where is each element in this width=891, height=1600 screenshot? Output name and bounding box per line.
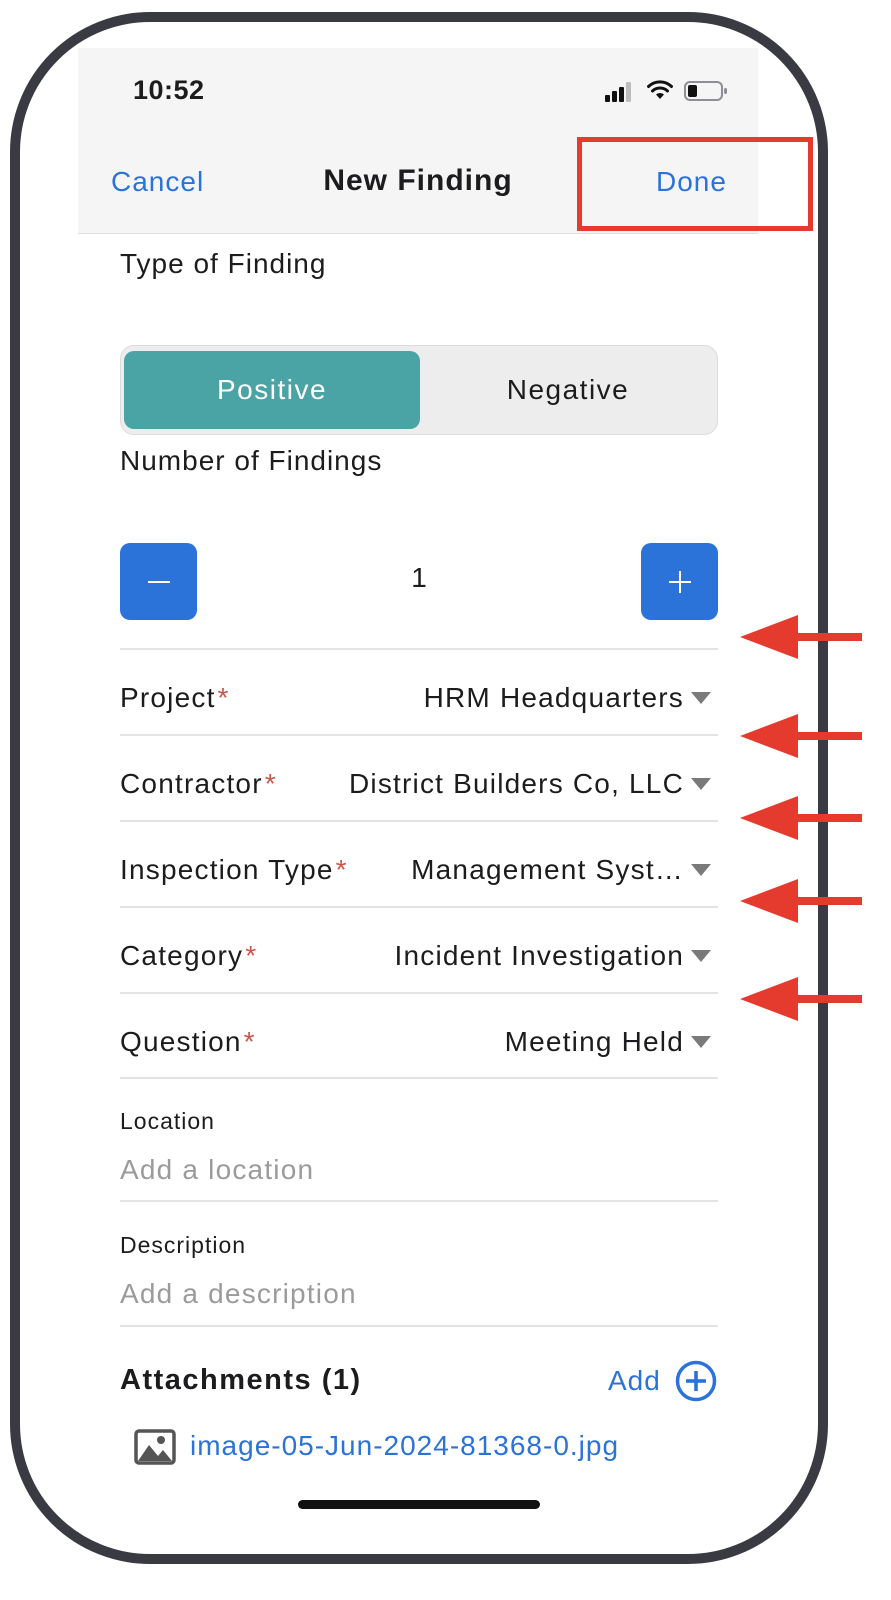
inspection-type-dropdown[interactable] [120,828,718,912]
divider [120,734,718,736]
question-value: Meeting Held [504,1026,684,1057]
arrow-left-icon [740,615,862,659]
description-input[interactable] [120,1272,718,1316]
signal-icon [605,82,633,102]
description-label: Description [120,1232,247,1258]
caret-down-icon [690,691,712,705]
project-dropdown[interactable] [120,656,718,740]
segment-negative[interactable]: Negative [506,374,630,405]
increment-button[interactable] [641,543,718,620]
decrement-button[interactable] [120,543,197,620]
caret-down-icon [690,949,712,963]
wifi-icon [647,80,673,100]
findings-count: 1 [411,562,427,593]
divider [120,906,718,908]
category-label: Category* [120,940,258,971]
done-button[interactable]: Done [656,166,727,197]
contractor-label: Contractor* [120,768,277,799]
caret-down-icon [690,863,712,877]
plus-icon [669,571,691,593]
divider [120,1077,718,1079]
arrow-left-icon [740,796,862,840]
finding-type-segmented-control [120,345,718,435]
project-value: HRM Headquarters [423,682,684,713]
contractor-value: District Builders Co, LLC [349,768,684,799]
divider [120,992,718,994]
segment-positive[interactable]: Positive [124,351,420,429]
cancel-button[interactable]: Cancel [111,166,205,197]
inspection-type-value: Management Syst… [411,854,684,885]
done-highlight-box [577,137,813,231]
contractor-dropdown[interactable] [120,742,718,826]
category-dropdown[interactable] [120,914,718,998]
arrow-left-icon [740,714,862,758]
caret-down-icon [690,1035,712,1049]
divider [120,820,718,822]
inspection-type-label: Inspection Type* [120,854,348,885]
battery-icon [684,81,728,101]
location-label: Location [120,1108,215,1134]
arrow-left-icon [740,879,862,923]
app-screen [78,48,758,1538]
category-value: Incident Investigation [394,940,684,971]
number-of-findings-label: Number of Findings [120,445,383,476]
attachment-file-link[interactable]: image-05-Jun-2024-81368-0.jpg [190,1430,620,1461]
project-label: Project* [120,682,230,713]
type-of-finding-label: Type of Finding [120,248,327,279]
home-indicator [298,1500,540,1509]
caret-down-icon [690,777,712,791]
image-icon [134,1429,176,1465]
attachments-heading: Attachments (1) [120,1364,362,1396]
arrow-left-icon [740,977,862,1021]
question-label: Question* [120,1026,256,1057]
status-time: 10:52 [133,75,205,105]
minus-icon [148,580,170,584]
divider [120,1325,718,1327]
add-attachment-button[interactable]: Add [608,1365,661,1396]
divider [120,1200,718,1202]
page-title: New Finding [323,164,513,197]
divider [120,648,718,650]
question-dropdown[interactable] [120,1000,718,1084]
location-input[interactable] [120,1148,718,1192]
add-circle-icon[interactable] [675,1360,717,1402]
